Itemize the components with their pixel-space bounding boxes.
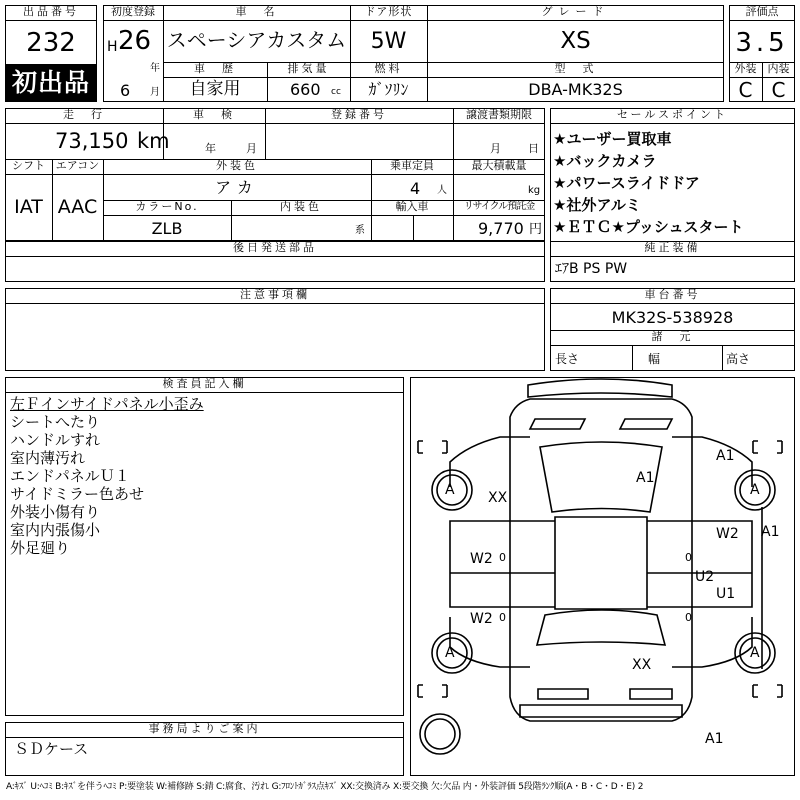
mark-rear-door-l-zero: 0 bbox=[499, 611, 506, 624]
first-reg-era: H bbox=[107, 39, 118, 55]
int-score: C bbox=[771, 78, 786, 102]
equipment-label: 純正装備 bbox=[644, 241, 701, 254]
shift: IAT bbox=[14, 196, 43, 218]
sales-point-item: ★バックカメラ bbox=[553, 152, 657, 170]
sales-point-item: ★ＥＴＣ★プッシュスタート bbox=[553, 218, 744, 236]
capacity-unit: 人 bbox=[437, 185, 447, 196]
mileage-label: 走 行 bbox=[63, 108, 105, 121]
specs-label: 諸 元 bbox=[651, 330, 694, 343]
mark-rear-door-l: W2 bbox=[470, 611, 493, 627]
chassis-number: MK32S-538928 bbox=[611, 308, 734, 327]
inspector-note: 外装小傷有り bbox=[10, 503, 101, 521]
first-reg-month-unit: 月 bbox=[150, 87, 160, 98]
mark-hood: A1 bbox=[636, 470, 655, 486]
import-label: 輸入車 bbox=[395, 200, 429, 213]
mark-wheel-rr: A bbox=[750, 645, 760, 661]
inspector-note: 室内薄汚れ bbox=[10, 449, 86, 467]
displacement-label: 排気量 bbox=[287, 62, 330, 75]
mileage-unit: km bbox=[137, 129, 170, 153]
transfer-doc-day-unit: 日 bbox=[528, 142, 539, 155]
int-score-label: 内装 bbox=[767, 62, 790, 75]
ext-color: アカ bbox=[215, 178, 259, 197]
mark-rear-door-r-zero: 0 bbox=[685, 611, 692, 624]
mark-front-door-r: W2 bbox=[716, 526, 739, 542]
color-no: ZLB bbox=[151, 219, 183, 238]
registration-label: 登録番号 bbox=[331, 108, 387, 121]
fuel-label: 燃料 bbox=[374, 62, 403, 75]
inspection-month-unit: 月 bbox=[246, 142, 257, 155]
first-listing-badge: 初出品 bbox=[5, 64, 97, 102]
office-note: ＳＤケース bbox=[14, 740, 89, 758]
spec-height-label: 高さ bbox=[726, 352, 751, 366]
ext-color-label: 外装色 bbox=[216, 159, 258, 172]
chassis-label: 車台番号 bbox=[644, 288, 701, 301]
car-diagram bbox=[410, 377, 795, 776]
model-name: スペーシアカスタム bbox=[166, 28, 347, 52]
int-color-label: 内装色 bbox=[280, 200, 322, 213]
spec-length-label: 長さ bbox=[555, 352, 580, 366]
mark-bumper-r: A1 bbox=[705, 731, 724, 747]
inspector-note: サイドミラー色あせ bbox=[10, 485, 144, 503]
ac: AAC bbox=[57, 196, 98, 218]
fuel: ｶﾞｿﾘﾝ bbox=[368, 80, 409, 99]
capacity: 4 bbox=[410, 179, 421, 198]
history: 自家用 bbox=[189, 79, 241, 99]
inspector-note: 室内内張傷小 bbox=[10, 521, 101, 539]
mark-rear-pillar-r: A1 bbox=[761, 524, 780, 540]
inspector-label: 検査員記入欄 bbox=[162, 377, 247, 390]
mark-front-door-l: W2 bbox=[470, 551, 493, 567]
first-reg-month: 6 bbox=[120, 81, 131, 100]
model-name-label: 車 名 bbox=[235, 5, 278, 18]
displacement: 660 bbox=[290, 80, 321, 99]
displacement-unit: cc bbox=[331, 87, 341, 97]
later-parts-label: 後日発送部品 bbox=[233, 241, 317, 254]
shift-label: シフト bbox=[12, 159, 45, 172]
ext-score-label: 外装 bbox=[734, 62, 757, 75]
mark-wheel-fr: A bbox=[750, 482, 760, 498]
first-reg-year-unit: 年 bbox=[150, 63, 160, 74]
sales-points-label: セールスポイント bbox=[616, 108, 728, 121]
sales-point-item: ★パワースライドドア bbox=[553, 174, 700, 192]
mark-front-door-r-zero: 0 bbox=[685, 551, 692, 564]
ac-label: エアコン bbox=[55, 159, 100, 172]
int-color-unit: 系 bbox=[355, 225, 365, 236]
grade-label: グレード bbox=[541, 5, 610, 18]
inspector-note: 外足廻り bbox=[10, 539, 71, 557]
mark-front-side: XX bbox=[488, 490, 508, 506]
capacity-label: 乗車定員 bbox=[390, 159, 434, 172]
mark-wheel-fl: A bbox=[445, 482, 455, 498]
inspection-year-unit: 年 bbox=[205, 142, 216, 155]
grade: XS bbox=[560, 28, 591, 54]
max-load-label: 最大積載量 bbox=[471, 159, 527, 172]
office-label: 事務局よりご案内 bbox=[148, 722, 261, 735]
color-no-label: カラーNo. bbox=[135, 200, 199, 213]
recycle-label: リサイクル預託金 bbox=[463, 201, 535, 212]
recycle-fee: 9,770 bbox=[478, 219, 524, 238]
first-reg-label: 初度登録 bbox=[111, 5, 155, 18]
transfer-doc-label: 譲渡書類期限 bbox=[466, 108, 532, 121]
inspection-label: 車 検 bbox=[193, 108, 235, 121]
legend: A:ｷｽﾞ U:ﾍｺﾐ B:ｷｽﾞを伴うﾍｺﾐ P:要塗装 W:補修跡 S:錆 C:腐食、汚れ G:ﾌﾛﾝﾄｶﾞﾗｽ点ｷｽﾞ XX:交換済み X:要交換 欠:欠品 内・外装評価 5段階ﾗﾝｸ順(A・B・C・D・E) 2 bbox=[6, 782, 644, 792]
mark-rear: XX bbox=[632, 657, 652, 673]
mark-sill-r: U2 bbox=[695, 569, 715, 585]
door-label: ドア形状 bbox=[364, 5, 413, 18]
mileage: 73,150 bbox=[55, 129, 129, 153]
mark-fender-r: A1 bbox=[716, 448, 735, 464]
caution-label: 注意事項欄 bbox=[240, 288, 310, 301]
history-label: 車 歴 bbox=[194, 62, 236, 75]
lot-label: 出品番号 bbox=[23, 5, 79, 18]
ext-score: C bbox=[738, 78, 753, 102]
inspector-note: ハンドルすれ bbox=[10, 431, 101, 449]
inspector-note: シートへたり bbox=[10, 413, 101, 431]
recycle-unit: 円 bbox=[529, 222, 543, 237]
max-load-unit: kg bbox=[528, 185, 541, 196]
inspector-note: 左Ｆインサイドパネル小歪み bbox=[10, 395, 204, 413]
spec-width-label: 幅 bbox=[648, 352, 661, 366]
sales-point-item: ★ユーザー買取車 bbox=[553, 130, 672, 148]
first-reg-year: 26 bbox=[118, 26, 152, 56]
mark-rear-door-r: U1 bbox=[716, 586, 736, 602]
inspector-note: エンドパネルＵ１ bbox=[10, 467, 130, 485]
score-value: 3.5 bbox=[735, 28, 789, 58]
transfer-doc-month-unit: 月 bbox=[490, 142, 501, 155]
sales-point-item: ★社外アルミ bbox=[553, 196, 641, 214]
equipment: ｴｱB PS PW bbox=[555, 261, 628, 277]
score-label: 評価点 bbox=[745, 5, 779, 18]
mark-front-door-l-zero: 0 bbox=[499, 551, 506, 564]
mark-wheel-rl: A bbox=[445, 645, 455, 661]
lot-number: 232 bbox=[26, 28, 76, 58]
door-type: 5W bbox=[370, 29, 407, 54]
model-code-label: 型 式 bbox=[554, 62, 597, 75]
model-code: DBA-MK32S bbox=[528, 80, 623, 99]
